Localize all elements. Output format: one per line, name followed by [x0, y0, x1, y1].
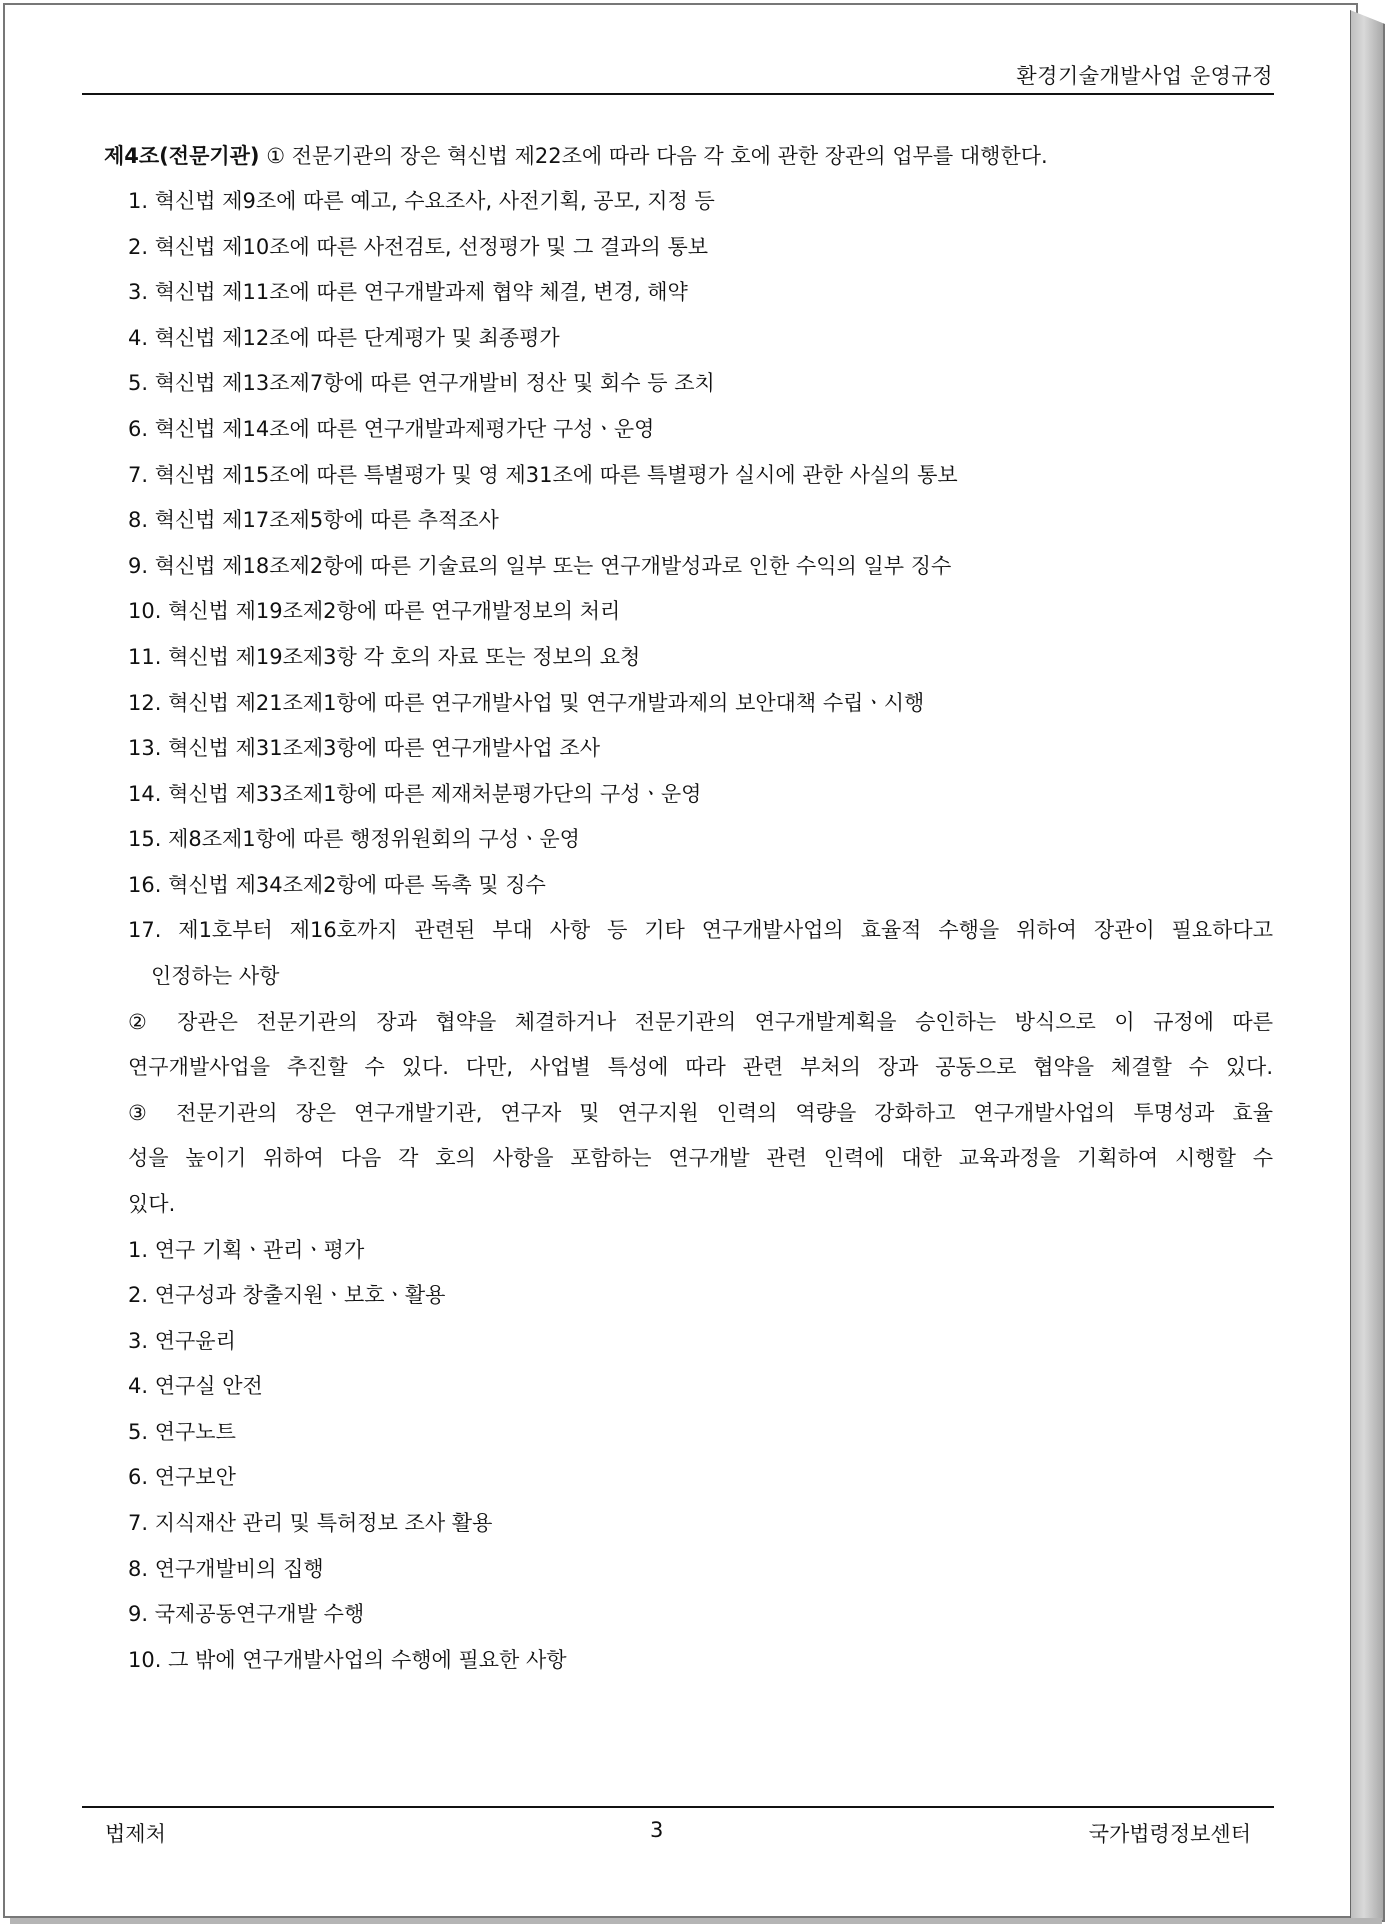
- list-item: 15. 제8조제1항에 따른 행정위원회의 구성ㆍ운영: [128, 827, 580, 851]
- list-item: 7. 혁신법 제15조에 따른 특별평가 및 영 제31조에 따른 특별평가 실시에 관한 사실의 통보: [128, 463, 958, 487]
- footer-source: 국가법령정보센터: [1088, 1822, 1251, 1846]
- list-item: 16. 혁신법 제34조제2항에 따른 독촉 및 징수: [128, 873, 546, 897]
- list-item: 3. 혁신법 제11조에 따른 연구개발과제 협약 체결, 변경, 해약: [128, 280, 688, 304]
- footer-publisher: 법제처: [105, 1822, 166, 1846]
- list-item: 2. 연구성과 창출지원ㆍ보호ㆍ활용: [128, 1283, 446, 1307]
- list-item: 3. 연구윤리: [128, 1329, 236, 1353]
- list-item: 5. 연구노트: [128, 1420, 236, 1444]
- list-item: 8. 혁신법 제17조제5항에 따른 추적조사: [128, 508, 499, 532]
- list-item-continuation: 인정하는 사항: [151, 964, 280, 988]
- header-rule: [82, 93, 1274, 95]
- list-item: 4. 연구실 안전: [128, 1374, 263, 1398]
- page-bottom-shadow: [10, 1918, 1382, 1924]
- list-item: 11. 혁신법 제19조제3항 각 호의 자료 또는 정보의 요청: [128, 645, 641, 669]
- list-item: 17. 제1호부터 제16호까지 관련된 부대 사항 등 기타 연구개발사업의 효율적 수행을 위하여 장관이 필요하다고: [128, 918, 1273, 942]
- list-item: 2. 혁신법 제10조에 따른 사전검토, 선정평가 및 그 결과의 통보: [128, 235, 709, 259]
- paragraph-2-line: 연구개발사업을 추진할 수 있다. 다만, 사업별 특성에 따라 관련 부처의 장과 공동으로 협약을 체결할 수 있다.: [128, 1055, 1273, 1079]
- list-item: 1. 혁신법 제9조에 따른 예고, 수요조사, 사전기획, 공모, 지정 등: [128, 189, 715, 213]
- list-item: 8. 연구개발비의 집행: [128, 1557, 324, 1581]
- list-item: 14. 혁신법 제33조제1항에 따른 제재처분평가단의 구성ㆍ운영: [128, 782, 702, 806]
- list-item: 9. 국제공동연구개발 수행: [128, 1602, 365, 1626]
- list-item: 5. 혁신법 제13조제7항에 따른 연구개발비 정산 및 회수 등 조치: [128, 371, 715, 395]
- list-item: 10. 혁신법 제19조제2항에 따른 연구개발정보의 처리: [128, 599, 621, 623]
- header-title: 환경기술개발사업 운영규정: [1016, 64, 1273, 88]
- paragraph-3-line: 있다.: [128, 1192, 176, 1216]
- list-item: 7. 지식재산 관리 및 특허정보 조사 활용: [128, 1511, 493, 1535]
- list-item: 4. 혁신법 제12조에 따른 단계평가 및 최종평가: [128, 326, 560, 350]
- footer-rule: [82, 1806, 1274, 1808]
- list-item: 6. 연구보안: [128, 1465, 236, 1489]
- paragraph-1-intro: ① 전문기관의 장은 혁신법 제22조에 따라 다음 각 호에 관한 장관의 업무를 대행한다.: [266, 144, 1048, 168]
- paragraph-3-line: 성을 높이기 위하여 다음 각 호의 사항을 포함하는 연구개발 관련 인력에 대한 교육과정을 기획하여 시행할 수: [128, 1146, 1273, 1170]
- list-item: 6. 혁신법 제14조에 따른 연구개발과제평가단 구성ㆍ운영: [128, 417, 655, 441]
- list-item: 9. 혁신법 제18조제2항에 따른 기술료의 일부 또는 연구개발성과로 인한 수익의 일부 징수: [128, 554, 952, 578]
- paragraph-3-line: ③ 전문기관의 장은 연구개발기관, 연구자 및 연구지원 인력의 역량을 강화하고 연구개발사업의 투명성과 효율: [128, 1101, 1273, 1125]
- list-item: 13. 혁신법 제31조제3항에 따른 연구개발사업 조사: [128, 736, 601, 760]
- list-item: 1. 연구 기획ㆍ관리ㆍ평가: [128, 1238, 365, 1262]
- page-edge-shadow: [1350, 10, 1385, 1922]
- paragraph-2-line: ② 장관은 전문기관의 장과 협약을 체결하거나 전문기관의 연구개발계획을 승인하는 방식으로 이 규정에 따른: [128, 1010, 1273, 1034]
- list-item: 10. 그 밖에 연구개발사업의 수행에 필요한 사항: [128, 1648, 567, 1672]
- list-item: 12. 혁신법 제21조제1항에 따른 연구개발사업 및 연구개발과제의 보안대책 수립ㆍ시행: [128, 691, 925, 715]
- page-number: 3: [650, 1818, 664, 1842]
- article-heading-line: [104, 142, 1048, 170]
- article-title: 제4조(전문기관): [104, 144, 260, 168]
